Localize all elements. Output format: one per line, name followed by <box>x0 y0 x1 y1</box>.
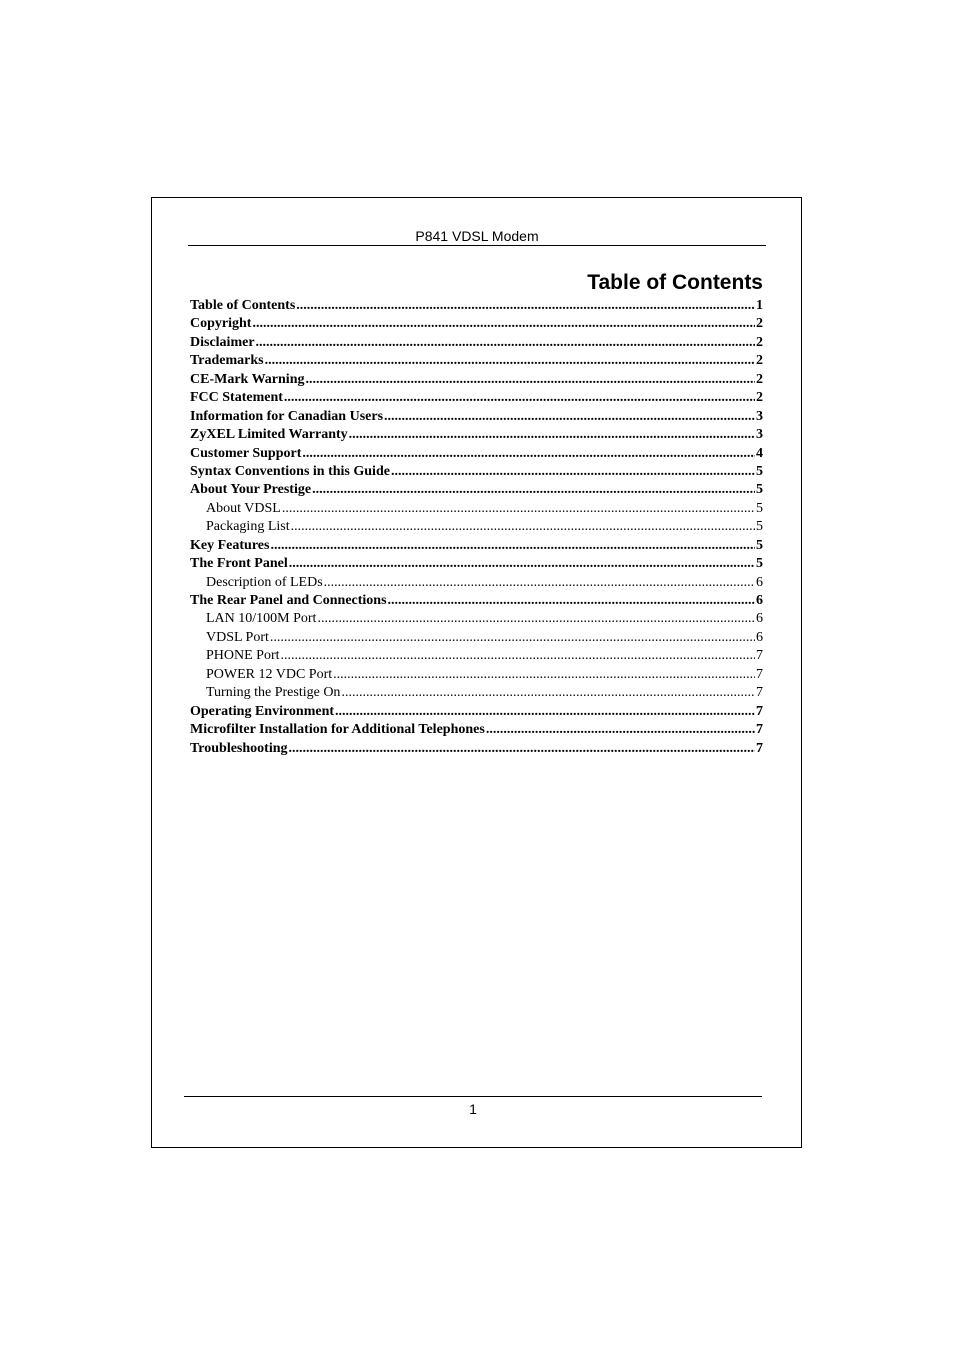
toc-entry-page: 6 <box>756 611 763 627</box>
toc-entry-title: About VDSL <box>206 500 281 516</box>
toc-leader-dots <box>282 500 755 518</box>
toc-leader-dots <box>349 426 755 444</box>
toc-leader-dots <box>305 371 755 389</box>
toc-entry-title: The Front Panel <box>190 556 288 572</box>
toc-entry-title: LAN 10/100M Port <box>206 611 317 627</box>
header-rule <box>188 245 766 246</box>
toc-entry[interactable] <box>190 297 763 315</box>
toc-entry[interactable] <box>190 481 763 499</box>
toc-leader-dots <box>388 592 755 610</box>
toc-entry-page: 5 <box>756 556 763 572</box>
toc-entry-page: 5 <box>756 463 763 479</box>
table-of-contents <box>190 297 763 758</box>
toc-entry-page: 6 <box>756 593 763 608</box>
toc-entry-page: 6 <box>756 629 763 645</box>
toc-entry-page: 3 <box>756 408 763 424</box>
toc-entry-page: 2 <box>756 371 763 387</box>
toc-entry-title: ZyXEL Limited Warranty <box>190 427 348 443</box>
toc-entry-page: 1 <box>756 298 763 313</box>
toc-entry-page: 2 <box>756 334 763 350</box>
toc-entry-page: 7 <box>756 648 763 664</box>
toc-leader-dots <box>256 334 755 352</box>
toc-leader-dots <box>291 518 755 536</box>
footer-rule <box>184 1096 762 1097</box>
toc-entry-title: Turning the Prestige On <box>206 685 341 701</box>
toc-entry-title: Trademarks <box>190 353 264 369</box>
toc-leader-dots <box>391 463 755 481</box>
toc-entry[interactable] <box>190 537 763 555</box>
toc-entry[interactable] <box>190 518 763 536</box>
toc-entry[interactable] <box>190 389 763 407</box>
toc-entry-page: 5 <box>756 482 763 498</box>
toc-entry-page: 3 <box>756 427 763 443</box>
toc-entry-title: Microfilter Installation for Additional Telephones <box>190 722 485 738</box>
toc-leader-dots <box>265 352 755 370</box>
toc-entry[interactable] <box>190 334 763 352</box>
running-header: P841 VDSL Modem <box>415 228 539 244</box>
toc-entry-page: 4 <box>756 445 763 461</box>
toc-entry-title: CE-Mark Warning <box>190 371 305 387</box>
toc-entry-page: 7 <box>756 666 763 682</box>
toc-entry-page: 7 <box>756 740 763 756</box>
toc-leader-dots <box>341 684 755 702</box>
toc-entry-title: Table of Contents <box>190 298 296 313</box>
toc-entry-title: About Your Prestige <box>190 482 312 498</box>
toc-entry-title: Troubleshooting <box>190 740 288 756</box>
toc-leader-dots <box>284 389 755 407</box>
toc-entry[interactable] <box>190 352 763 370</box>
toc-leader-dots <box>281 647 755 665</box>
toc-leader-dots <box>289 740 755 758</box>
toc-entry-title: Customer Support <box>190 445 302 461</box>
toc-entry[interactable] <box>190 500 763 518</box>
toc-leader-dots <box>333 666 755 684</box>
toc-leader-dots <box>296 297 755 315</box>
toc-entry-title: Disclaimer <box>190 334 255 350</box>
toc-entry-page: 5 <box>756 519 763 535</box>
toc-entry[interactable] <box>190 408 763 426</box>
toc-entry-page: 2 <box>756 316 763 332</box>
toc-entry-page: 5 <box>756 537 763 553</box>
toc-leader-dots <box>324 574 755 592</box>
toc-entry[interactable] <box>190 574 763 592</box>
toc-leader-dots <box>335 703 755 721</box>
toc-entry[interactable] <box>190 629 763 647</box>
toc-leader-dots <box>384 408 755 426</box>
toc-entry[interactable] <box>190 371 763 389</box>
toc-entry[interactable] <box>190 592 763 610</box>
toc-entry[interactable] <box>190 426 763 444</box>
toc-entry[interactable] <box>190 703 763 721</box>
toc-entry[interactable] <box>190 666 763 684</box>
toc-entry-page: 2 <box>756 390 763 406</box>
toc-entry-page: 6 <box>756 574 763 590</box>
toc-leader-dots <box>270 629 755 647</box>
toc-entry-title: Information for Canadian Users <box>190 408 384 424</box>
page-number: 1 <box>469 1101 477 1117</box>
toc-leader-dots <box>270 537 755 555</box>
toc-entry-title: Packaging List <box>206 519 290 535</box>
toc-entry-title: Description of LEDs <box>206 574 323 590</box>
toc-leader-dots <box>317 610 755 628</box>
toc-entry[interactable] <box>190 647 763 665</box>
toc-entry-page: 7 <box>756 685 763 701</box>
toc-entry-page: 2 <box>756 353 763 369</box>
toc-entry-title: The Rear Panel and Connections <box>190 593 387 608</box>
toc-entry[interactable] <box>190 721 763 739</box>
toc-entry[interactable] <box>190 684 763 702</box>
toc-entry-page: 7 <box>756 703 763 719</box>
toc-entry-title: Syntax Conventions in this Guide <box>190 463 390 479</box>
toc-entry[interactable] <box>190 315 763 333</box>
toc-entry-title: VDSL Port <box>206 629 269 645</box>
toc-entry[interactable] <box>190 445 763 463</box>
toc-entry-title: POWER 12 VDC Port <box>206 666 333 682</box>
page-title: Table of Contents <box>587 271 763 294</box>
toc-leader-dots <box>486 721 755 739</box>
toc-entry[interactable] <box>190 610 763 628</box>
toc-entry-title: Operating Environment <box>190 703 335 719</box>
toc-entry-page: 7 <box>756 722 763 738</box>
toc-entry-title: PHONE Port <box>206 648 280 664</box>
toc-leader-dots <box>289 555 755 573</box>
toc-leader-dots <box>312 481 755 499</box>
toc-entry[interactable] <box>190 740 763 758</box>
toc-entry-page: 5 <box>756 500 763 516</box>
toc-entry-title: FCC Statement <box>190 390 283 406</box>
toc-entry-title: Copyright <box>190 316 252 332</box>
toc-entry[interactable] <box>190 555 763 573</box>
toc-leader-dots <box>252 315 755 333</box>
toc-leader-dots <box>302 445 755 463</box>
toc-entry[interactable] <box>190 463 763 481</box>
toc-entry-title: Key Features <box>190 537 270 553</box>
